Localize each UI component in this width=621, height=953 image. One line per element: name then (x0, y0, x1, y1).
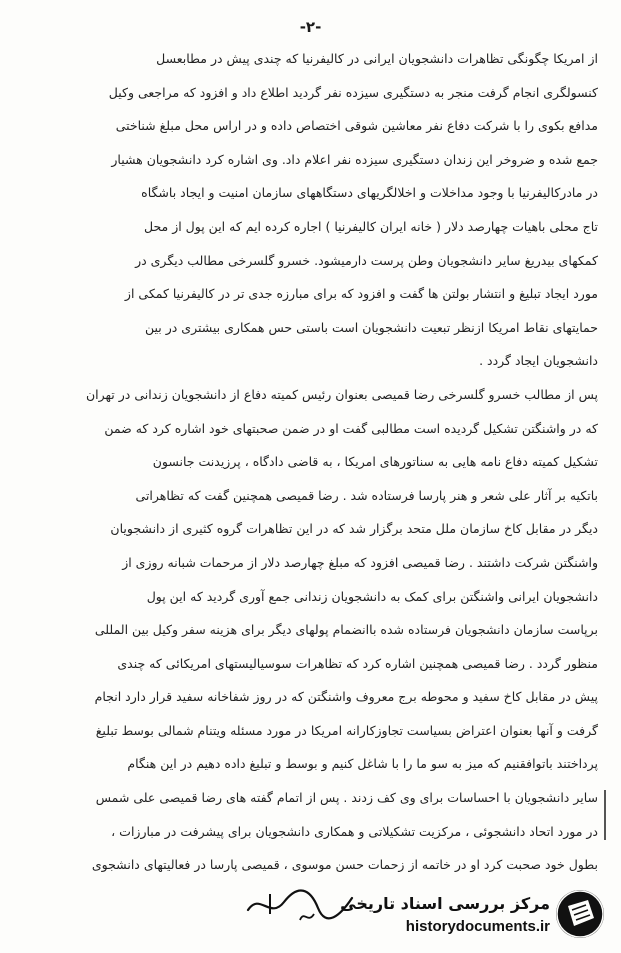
page-number: -۲- (299, 18, 322, 36)
text-line: باتکیه بر آثار علی شعر و هنر پارسا فرستاده شد . رضا قمیصی همچنین گفت که تظاهراتی (135, 487, 598, 503)
text-line: کنسولگری انجام گرفت منجر به دستگیری سیزده نفر گردید اطلاع داد و افزود که مراجعی وکیل (108, 84, 598, 100)
text-line: تشکیل کمیته دفاع نامه هایی به سناتورهای امریکا ، به قاضی دادگاه ، پرزیدنت جانسون (152, 454, 598, 470)
document-body (28, 42, 598, 882)
text-line: کمکهای بیدریغ سایر دانشجویان وطن پرست دارمیشود. خسرو گلسرخی مطالب دیگری در (135, 252, 598, 268)
margin-mark (604, 790, 606, 840)
text-line: از امریکا چگونگی تظاهرات دانشجویان ایرانی در کالیفرنیا که چندی پیش در مطابعسل (156, 51, 598, 66)
text-line: دانشجویان ایجاد گردد . (479, 353, 598, 369)
watermark-url[interactable]: historydocuments.ir (405, 918, 550, 935)
text-line: تاج محلی باهیات چهارصد دلار ( خانه ایران کالیفرنیا ) اجاره کرده ایم که این پول از محل (144, 218, 598, 234)
text-line: دیگر در مقابل کاخ سازمان ملل متحد برگزار شد که در این تظاهرات گروه کثیری از دانشجویان (110, 521, 598, 537)
watermark-title: مرکز بررسی اسناد تاریخی (340, 894, 550, 913)
paragraph-2 (28, 378, 598, 882)
text-line: حمایتهای نقاط امریکا ازنظر تبعیت دانشجویان است باستی حس همکاری بیشتری در بین (144, 319, 598, 335)
archive-emblem-icon (554, 888, 606, 940)
text-line: که در واشنگتن تشکیل گردیده است مطالبی گفت او در ضمن صحبتهای خود اشاره کرد که ضمن (104, 420, 598, 436)
paragraph-1 (28, 42, 598, 378)
text-line: منظور گردد . رضا قمیصی همچنین اشاره کرد که تظاهرات سوسیالیستهای امریکائی که چندی (117, 655, 598, 671)
text-line: در مورد اتحاد دانشجوئی ، مرکزیت تشکیلاتی و همکاری دانشجویان برای پیشرفت در مبارزات ، (111, 823, 598, 839)
text-line: برپاست سازمان دانشجویان فرستاده شده باانضمام پولهای دیگر برای هزینه سفر وکیل بین المللی (94, 622, 598, 638)
text-line: مورد ایجاد تبلیغ و انتشار بولتن ها گفت و افزود که برای مبارزه جدی تر در کالیفرنیا کمکی از (124, 286, 598, 302)
text-line: پیش در مقابل کاخ سفید و محوطه برج معروف واشنگتن که در روز شفاخانه سفید قرار دارد انجام (94, 689, 598, 705)
text-line: واشنگتن شرکت داشتند . رضا قمیصی افزود که مبلغ چهارصد دلار از مرحمات شبانه روزی از (122, 554, 598, 570)
text-line: پرداختند باتوافقنیم که میز به سو ما را با شاغل کنیم و بوسط و تبلیغ داده دهیم در این هنگام (127, 756, 598, 772)
text-line: دانشجویان ایرانی واشنگتن برای کمک به دانشجویان زندانی جمع آوری گردید که این پول (146, 588, 598, 604)
text-line: گرفت و آنها بعنوان اعتراض بسیاست تجاوزکارانه امریکا در مورد مسئله ویتنام شمالی بوسط تبلیغ (95, 722, 598, 738)
text-line: بطول خود صحبت کرد او در خاتمه از زحمات حسن موسوی ، قمیصی پارسا در فعالیتهای دانشجوی (91, 857, 598, 873)
text-line: مدافع بکوی را با شرکت دفاع نفر معاشین شوقی اختصاص داده و در اراس محل مبلغ شناختی (115, 118, 598, 134)
text-line: سایر دانشجویان با احساسات برای وی کف زدند . پس از اتمام گفته های رضا قمیصی علی شمس (95, 790, 598, 806)
text-line: پس از مطالب خسرو گلسرخی رضا قمیصی بعنوان رئیس کمیته دفاع از دانشجویان زندانی در تهران (85, 386, 598, 402)
text-line: جمع شده و ضروخر این زندان دستگیری سیزده نفر اعلام داد. وی اشاره کرد دانشجویان هشیار (111, 151, 598, 167)
watermark-logo (340, 888, 612, 944)
text-line: در مادرکالیفرنیا با وجود مداخلات و اخلالگریهای دستگاههای سازمان امنیت و ایجاد باشگاه (141, 185, 598, 201)
